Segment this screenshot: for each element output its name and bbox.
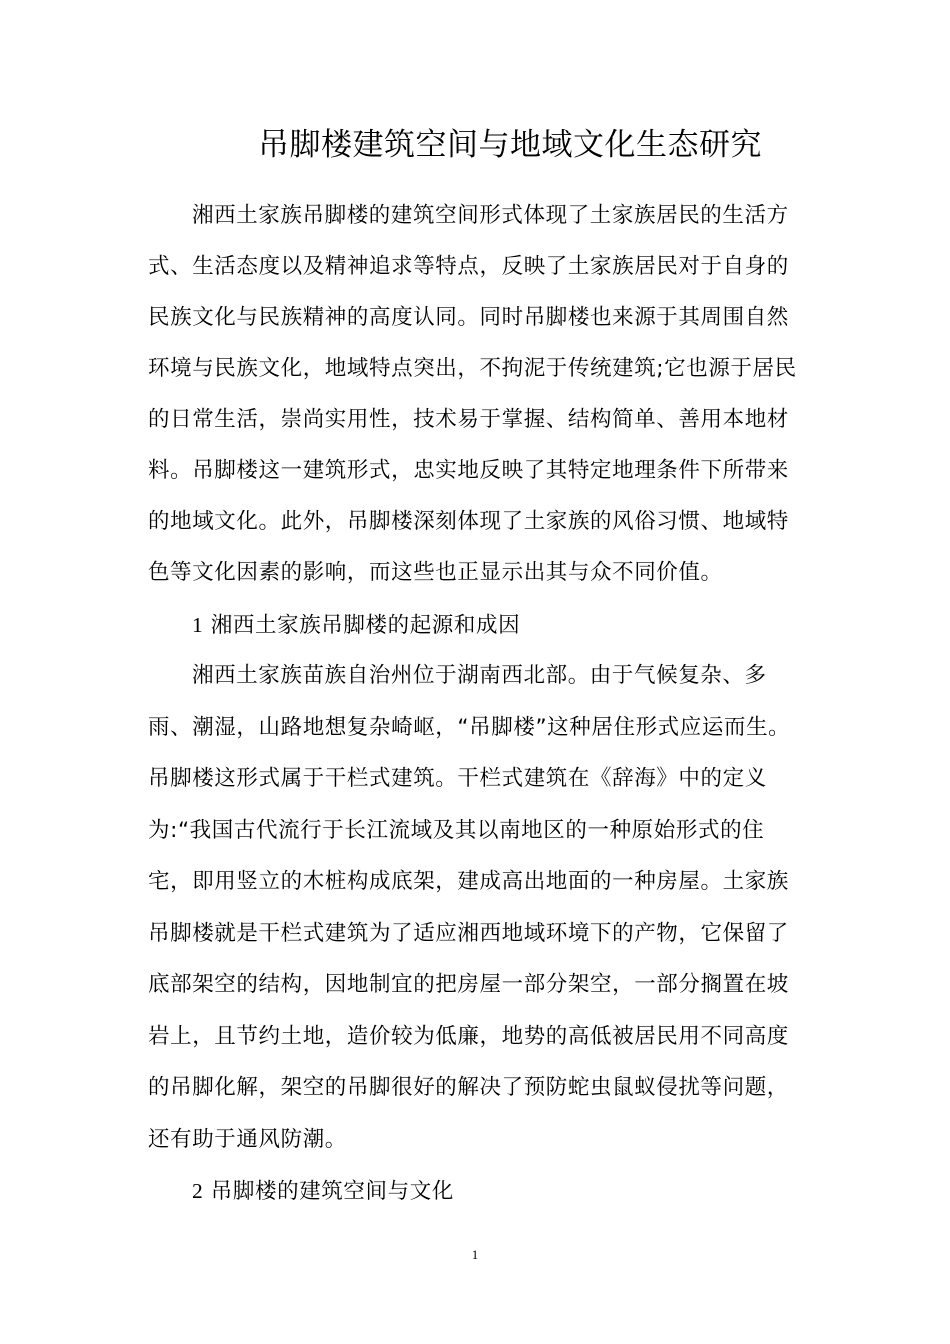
document-title: 吊脚楼建筑空间与地域文化生态研究 bbox=[258, 127, 762, 163]
section-heading-2-number: 2 bbox=[192, 1179, 204, 1203]
page-number: 1 bbox=[471, 1247, 479, 1262]
paragraph-2-line: 宅，即用竖立的木桩构成底架，建成高出地面的一种房屋。土家族 bbox=[148, 869, 789, 894]
paragraph-1-line: 料。吊脚楼这一建筑形式，忠实地反映了其特定地理条件下所带来 bbox=[148, 458, 789, 483]
paragraph-2-line: 雨、潮湿，山路地想复杂崎岖，“吊脚楼”这种居住形式应运而生。 bbox=[148, 715, 791, 740]
paragraph-1-line: 式、生活态度以及精神追求等特点，反映了土家族居民对于自身的 bbox=[148, 254, 789, 279]
paragraph-1-line: 的日常生活，崇尚实用性，技术易于掌握、结构简单、善用本地材 bbox=[148, 407, 789, 432]
paragraph-2-line: 为:“我国古代流行于长江流域及其以南地区的一种原始形式的住 bbox=[148, 818, 765, 843]
paragraph-1-line: 湘西土家族吊脚楼的建筑空间形式体现了土家族居民的生活方 bbox=[192, 203, 789, 228]
section-heading-1-text: 湘西土家族吊脚楼的起源和成因 bbox=[210, 613, 521, 638]
section-heading-1-number: 1 bbox=[192, 613, 204, 637]
paragraph-2-line: 岩上，且节约土地，造价较为低廉，地势的高低被居民用不同高度 bbox=[148, 1024, 789, 1049]
paragraph-1-line: 的地域文化。此外，吊脚楼深刻体现了土家族的风俗习惯、地域特 bbox=[148, 509, 789, 534]
paragraph-1-line: 色等文化因素的影响，而这些也正显示出其与众不同价值。 bbox=[148, 560, 723, 585]
section-heading-2-text: 吊脚楼的建筑空间与文化 bbox=[210, 1179, 454, 1204]
section-heading-2 bbox=[192, 1175, 862, 1208]
paragraph-1-line: 民族文化与民族精神的高度认同。同时吊脚楼也来源于其周围自然 bbox=[148, 305, 789, 330]
paragraph-2-line: 吊脚楼就是干栏式建筑为了适应湘西地域环境下的产物，它保留了 bbox=[148, 921, 789, 946]
paragraph-1-line: 环境与民族文化，地域特点突出，不拘泥于传统建筑;它也源于居民 bbox=[148, 356, 797, 381]
paragraph-2-line: 湘西土家族苗族自治州位于湖南西北部。由于气候复杂、多 bbox=[192, 663, 767, 688]
section-heading-1 bbox=[192, 609, 862, 642]
paragraph-2-line: 的吊脚化解，架空的吊脚很好的解决了预防蛇虫鼠蚁侵扰等问题， bbox=[148, 1075, 789, 1100]
paragraph-2-line: 吊脚楼这形式属于干栏式建筑。干栏式建筑在《辞海》中的定义 bbox=[148, 766, 767, 791]
paragraph-2-line: 底部架空的结构，因地制宜的把房屋一部分架空，一部分搁置在坡 bbox=[148, 972, 789, 997]
paragraph-2-line: 还有助于通风防潮。 bbox=[148, 1127, 347, 1152]
